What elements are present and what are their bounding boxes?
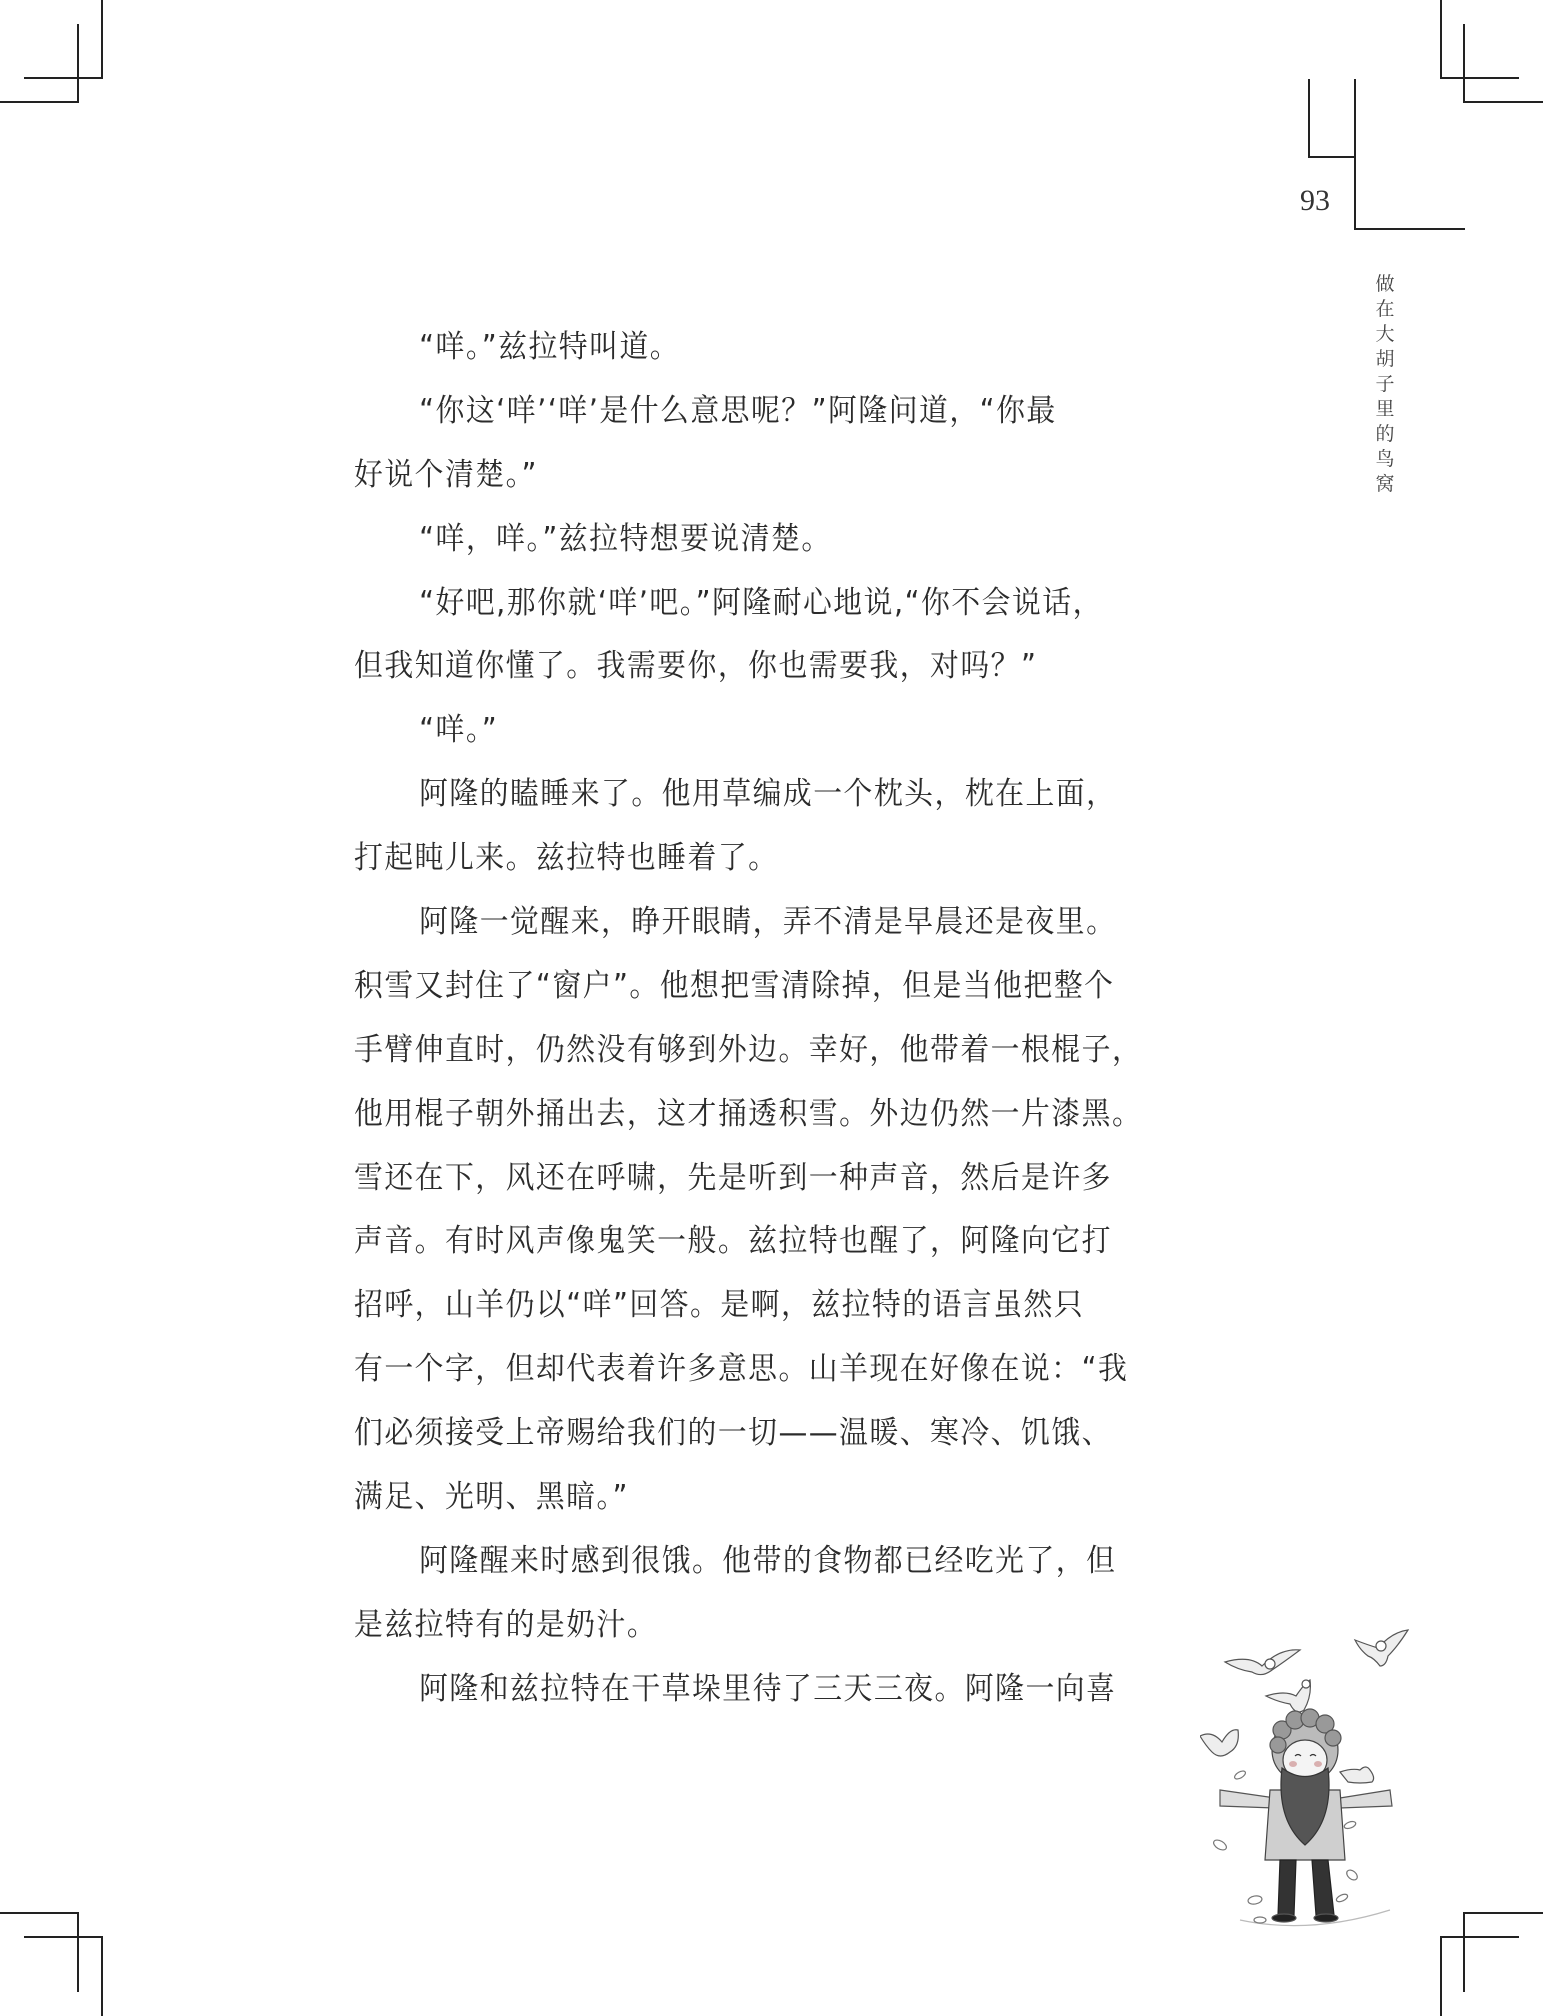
text-line: “咩，咩。”兹拉特想要说清楚。 xyxy=(419,520,832,557)
text-line: 满足、光明、黑暗。” xyxy=(354,1479,629,1516)
text-line: 阿隆和兹拉特在干草垛里待了三天三夜。阿隆一向喜 xyxy=(419,1670,1117,1707)
text-line: 好说个清楚。” xyxy=(354,456,538,493)
text-line: “好吧,那你就‘咩’吧。”阿隆耐心地说,“你不会说话， xyxy=(419,584,1103,621)
bearded-man-illustration xyxy=(1200,1600,1440,1930)
running-title-char: 鸟 xyxy=(1375,448,1395,470)
text-line: 招呼，山羊仍以“咩”回答。是啊，兹拉特的语言虽然只 xyxy=(354,1287,1085,1324)
text-line: 们必须接受上帝赐给我们的一切——温暖、寒冷、饥饿、 xyxy=(354,1415,1112,1452)
running-title-char: 在 xyxy=(1375,298,1395,320)
text-line: “咩。”兹拉特叫道。 xyxy=(419,329,681,365)
text-line: 打起盹儿来。兹拉特也睡着了。 xyxy=(354,840,779,877)
head xyxy=(1270,1709,1341,1783)
text-line: 积雪又封住了“窗户”。他想把雪清除掉，但是当他把整个 xyxy=(354,967,1115,1004)
running-title-char: 的 xyxy=(1375,423,1395,445)
text-line: 他用棍子朝外捅出去，这才捅透积雪。外边仍然一片漆黑。 xyxy=(354,1095,1143,1132)
running-title-char: 子 xyxy=(1375,373,1395,395)
running-title-char: 大 xyxy=(1375,323,1395,345)
text-line: 声音。有时风声像鬼笑一般。兹拉特也醒了，阿隆向它打 xyxy=(354,1223,1112,1260)
text-line: 阿隆醒来时感到很饿。他带的食物都已经吃光了，但 xyxy=(419,1542,1117,1579)
body-text xyxy=(354,321,1220,1727)
running-title-char: 里 xyxy=(1375,398,1395,420)
text-line: 手臂伸直时，仍然没有够到外边。幸好，他带着一根棍子， xyxy=(354,1031,1143,1068)
text-line: “你这‘咩’‘咩’是什么意思呢？”阿隆问道，“你最 xyxy=(419,392,1057,429)
bird-icon xyxy=(1225,1650,1300,1675)
running-title-char: 窝 xyxy=(1375,473,1395,495)
running-title xyxy=(1372,272,1398,497)
bird-icon xyxy=(1355,1630,1408,1666)
text-line: “咩。” xyxy=(419,712,499,749)
bird-icon xyxy=(1200,1730,1238,1756)
text-line: 是兹拉特有的是奶汁。 xyxy=(354,1606,658,1643)
text-line: 阿隆一觉醒来，睁开眼睛，弄不清是早晨还是夜里。 xyxy=(419,904,1117,941)
text-line: 但我知道你懂了。我需要你，你也需要我，对吗？” xyxy=(354,648,1038,685)
bird-icon xyxy=(1340,1767,1374,1783)
text-line: 雪还在下，风还在呼啸，先是听到一种声音，然后是许多 xyxy=(354,1159,1112,1196)
text-line: 有一个字，但却代表着许多意思。山羊现在好像在说：“我 xyxy=(354,1351,1129,1388)
running-title-char: 胡 xyxy=(1375,348,1395,370)
running-title-char: 做 xyxy=(1375,273,1395,295)
page-number: 93 xyxy=(1300,184,1330,217)
bird-icon xyxy=(1266,1680,1310,1712)
text-line: 阿隆的瞌睡来了。他用草编成一个枕头，枕在上面， xyxy=(419,776,1117,813)
